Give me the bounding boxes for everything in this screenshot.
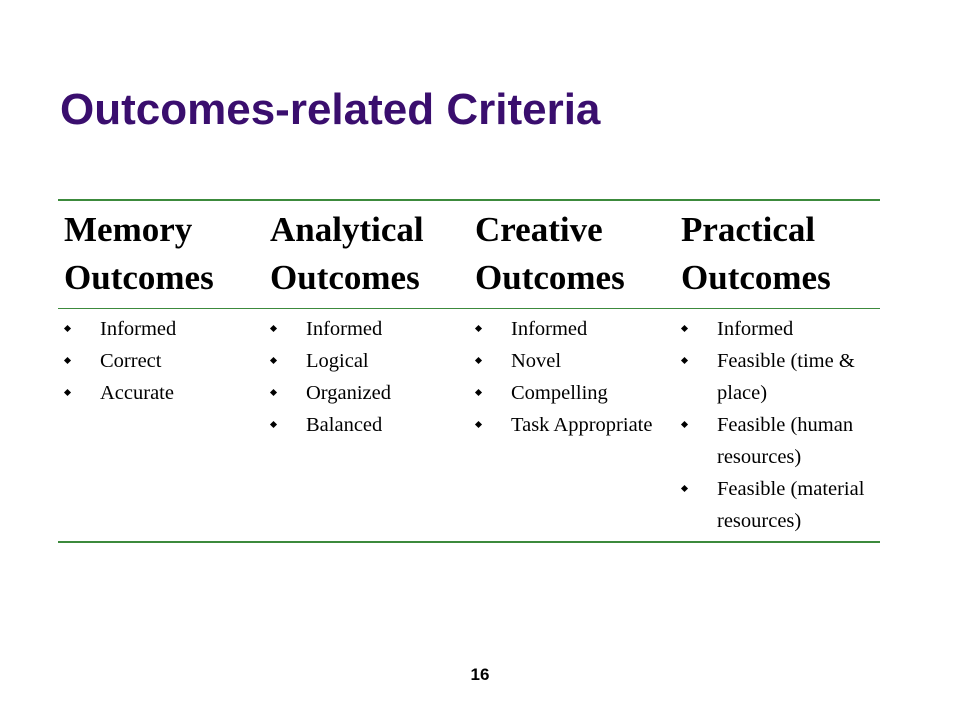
practical-cell [675,309,880,543]
column-header-line: Outcomes [475,258,625,297]
diamond-bullet-icon [64,325,71,332]
diamond-bullet-icon [270,357,277,364]
list-item [681,473,880,537]
diamond-bullet-icon [64,389,71,396]
list-item-text: Informed [717,318,794,340]
list-item-text: Correct [100,350,162,372]
list-item [270,345,469,377]
diamond-bullet-icon [475,325,482,332]
list-item-text: Feasible (time & place) [717,350,855,404]
list-item-text: Logical [306,350,369,372]
column-header-memory [58,200,264,309]
column-header-line: Outcomes [270,258,420,297]
list-item [64,377,264,409]
list-item-text: Task Appropriate [511,414,653,436]
diamond-bullet-icon [681,357,688,364]
list-item-text: Balanced [306,414,383,436]
list-item [270,313,469,345]
criteria-table [58,199,880,543]
list-item-text: Novel [511,350,562,372]
list-item [270,409,469,441]
column-header-creative [469,200,675,309]
diamond-bullet-icon [475,421,482,428]
list-item-text: Informed [100,318,177,340]
list-item [64,345,264,377]
list-item [681,313,880,345]
list-item-text: Feasible (human resources) [717,414,854,468]
list-item [475,313,675,345]
diamond-bullet-icon [475,357,482,364]
column-header-analytical [264,200,469,309]
column-header-line: Outcomes [64,258,214,297]
list-item-text: Informed [511,318,588,340]
list-item-text: Accurate [100,382,174,404]
column-header-practical [675,200,880,309]
diamond-bullet-icon [270,389,277,396]
list-item [270,377,469,409]
list-item-text: Organized [306,382,392,404]
creative-criteria-list [475,313,675,441]
column-header-line: Outcomes [681,258,831,297]
list-item [475,345,675,377]
page-number: 16 [470,665,490,684]
slide-title: Outcomes-related Criteria [60,85,601,134]
column-header-line: Analytical [270,210,424,249]
list-item-text: Informed [306,318,383,340]
diamond-bullet-icon [270,325,277,332]
list-item [681,345,880,409]
column-header-line: Creative [475,210,603,249]
column-header-line: Practical [681,210,816,249]
list-item-text: Feasible (material resources) [717,478,865,532]
diamond-bullet-icon [681,421,688,428]
analytical-criteria-list [270,313,469,441]
column-header-line: Memory [64,210,193,249]
memory-cell [58,309,264,543]
criteria-row [58,309,880,543]
list-item [475,409,675,441]
diamond-bullet-icon [681,485,688,492]
diamond-bullet-icon [270,421,277,428]
list-item [64,313,264,345]
diamond-bullet-icon [64,357,71,364]
diamond-bullet-icon [681,325,688,332]
list-item [475,377,675,409]
analytical-cell [264,309,469,543]
memory-criteria-list [64,313,264,409]
diamond-bullet-icon [475,389,482,396]
practical-criteria-list [681,313,880,537]
header-row [58,200,880,309]
list-item-text: Compelling [511,382,608,404]
list-item [681,409,880,473]
creative-cell [469,309,675,543]
